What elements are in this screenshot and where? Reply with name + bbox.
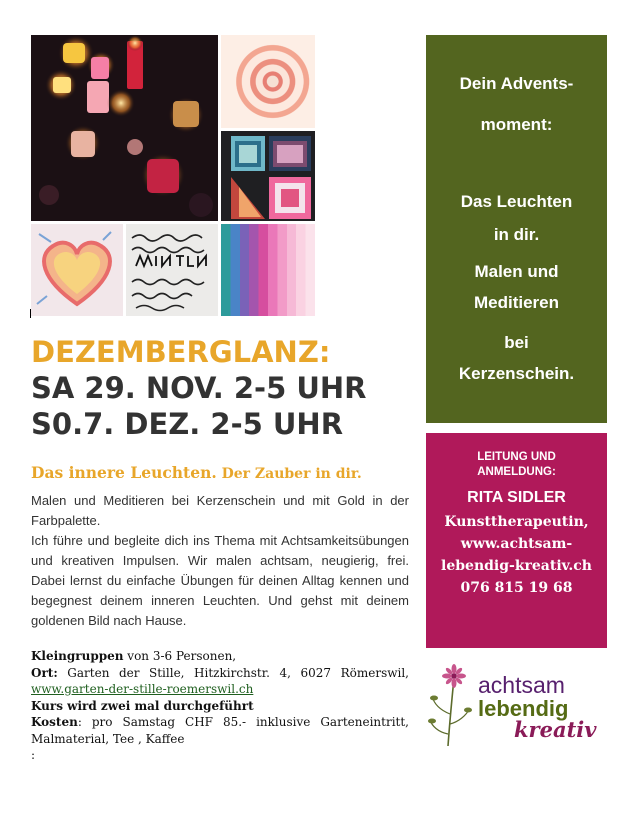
contact-label-2: ANMELDUNG: (477, 466, 556, 478)
description (31, 491, 409, 631)
groups-value: von 3-6 Personen, (123, 649, 237, 663)
course-note-line (31, 698, 409, 715)
contact-name: RITA SIDLER (467, 489, 566, 506)
event-title: DEZEMBERGLANZ: (31, 335, 331, 369)
cost-label: Kosten (31, 715, 78, 729)
advent-line-1: Dein Advents- (459, 74, 574, 93)
advent-line-2: moment: (480, 115, 553, 134)
photo-collage (31, 35, 315, 316)
handwriting-drawing (126, 224, 218, 316)
heart-drawing (31, 224, 123, 316)
logo-word-1: achtsam (478, 672, 565, 698)
cost-value: : pro Samstag CHF 85.- inklusive Garteneintritt, (77, 715, 409, 729)
subheading-part-1: Das innere Leuchten. (31, 463, 217, 482)
advent-line-3: Das Leuchten (460, 192, 573, 211)
subheading-part-2: Der Zauber in dir. (216, 466, 362, 482)
location-value: Garten der Stille, Hitzkirchstr. 4, 6027 Römerswil, (57, 665, 409, 680)
contact-phone: 076 815 19 68 (460, 580, 573, 596)
candles-photo (31, 35, 218, 221)
advent-line-6: Meditieren (473, 293, 560, 312)
advent-panel (426, 35, 607, 423)
contact-role: Kunsttherapeutin, (444, 514, 589, 530)
description-paragraph-1: Malen und Meditieren bei Kerzenschein und mit Gold in der Farbpalette. (31, 493, 409, 528)
location-line (31, 665, 409, 682)
advent-line-8: Kerzenschein. (458, 364, 575, 383)
stripes-painting (221, 131, 315, 221)
event-date-1: SA 29. NOV. 2-5 UHR (31, 371, 367, 405)
advent-line-4: in dir. (493, 225, 540, 244)
contact-panel (426, 433, 607, 648)
flower-icon (428, 664, 476, 748)
groups-label: Kleingruppen (31, 649, 124, 663)
contact-web-2[interactable]: lebendig-kreativ.ch (441, 558, 592, 574)
text-cursor (30, 309, 31, 318)
course-note: Kurs wird zwei mal durchgeführt (31, 698, 254, 713)
groups-line (31, 648, 409, 665)
subheading (31, 463, 362, 482)
contact-web-1[interactable]: www.achtsam- (460, 536, 573, 552)
logo-word-2: lebendig (478, 696, 569, 721)
trailing-mark: : (31, 748, 36, 762)
description-paragraph-2: Ich führe und begleite dich ins Thema mit Achtsamkeitsübungen und kreativen Impulsen. Wir malen achtsam, neugierig, frei. Dabei lernst du einfache Übungen für deinen Alltag kennen und begegnest deinem inneren Leuchten. Und gehst mit deinem goldenen Bild nach Hause. (31, 533, 409, 628)
advent-line-7: bei (504, 333, 529, 352)
spiral-painting (221, 35, 315, 128)
contact-label-1: LEITUNG UND (477, 451, 556, 463)
course-details (31, 648, 409, 764)
cost-line-2: Malmaterial, Tee , Kaffee (31, 731, 185, 746)
location-link[interactable]: www.garten-der-stille-roemerswil.ch (31, 682, 254, 696)
location-link-line (31, 681, 409, 698)
colored-papers-photo (221, 224, 315, 316)
event-date-2: S0.7. DEZ. 2-5 UHR (31, 407, 344, 441)
headline (31, 334, 367, 442)
location-label: Ort: (31, 665, 58, 680)
logo-word-3: kreativ (514, 717, 597, 742)
cost-line (31, 714, 409, 731)
advent-line-5: Malen und (474, 262, 559, 281)
brand-logo (428, 664, 618, 754)
